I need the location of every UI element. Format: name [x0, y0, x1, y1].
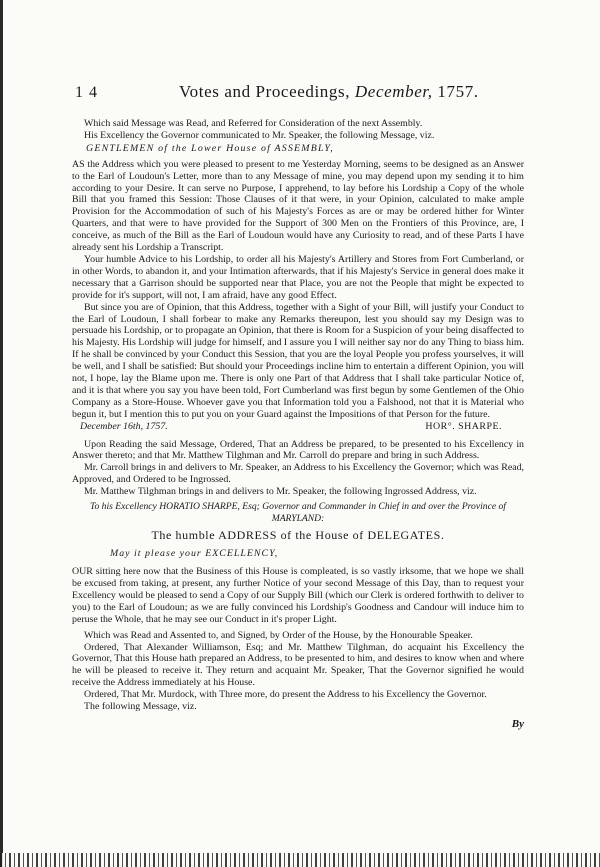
- signature: HOR°. SHARPE.: [425, 420, 502, 432]
- message-heading: GENTLEMEN of the Lower House of ASSEMBLY,: [86, 142, 334, 154]
- paragraph: The following Message, viz.: [84, 701, 197, 713]
- paragraph: But since you are of Opinion, that this Address, together with a Sight of your Bill, will justify your Conduct to the Earl of Loudoun, I shall forbear to make any Remarks thereupon, lest you should say my Design was to persuade his Lordship, or to propagate an Opinion, that there is Room for a Suspicion of your being disaffected to his Majesty. His Lordship will judge for himself, and I assure you I will neither say nor do any Thing to biass him. If he shall be convinced by your Conduct this Session, that you are the loyal People you profess yourselves, it will be well, and I shall be satisfied: But should your Proceedings incline him to entertain a different Opinion, you will not, I hope, lay the Blame upon me. There is only one Part of that Address that I shall take particular Notice of, and it is that where you say you have been told, Fort Cumberland was first begun by some Gentlemen of the Ohio Company as a Store-House. Whoever gave you that Information told you a Falshood, not that it is Material who begun it, but I mention this to put you on your Guard against the Impositions of that Person for the future.: [72, 301, 524, 420]
- text-line: Which said Message was Read, and Referred for Consideration of the next Assembly.: [84, 118, 423, 129]
- message-date: December 16th, 1757.: [80, 420, 168, 432]
- address-recipient: To his Excellency HORATIO SHARPE, Esq; Governor and Commander in Chief in and over the Province of MARYLAND:: [90, 501, 506, 524]
- page-header: [75, 82, 525, 106]
- paragraph: Ordered, That Mr. Murdock, with Three more, do present the Address to his Excellency the Governor.: [84, 689, 487, 701]
- paragraph: OUR sitting here now that the Business of this House is compleated, is so vastly irksome, that we hope we shall be excused from taking, at present, any further Notice of your second Message of this Day, than to request your Excellency would be pleased to send a Copy of our Supply Bill (which our Clerk is ordered forthwith to deliver to you) to the Earl of Loudoun; as we are fully convinced his Lordship's Goodness and Candour will induce him to peruse the Whole, that he may see our Conduct in it's proper Light.: [72, 566, 524, 625]
- page-edge-left: [0, 0, 3, 867]
- paragraph: Which was Read and Assented to, and Signed, by Order of the House, by the Honourable Speaker.: [84, 629, 473, 641]
- signature-row: [72, 421, 524, 433]
- address-title: The humble ADDRESS of the House of DELEGATES.: [151, 528, 445, 543]
- paragraph: Mr. Carroll brings in and delivers to Mr. Speaker, an Address to his Excellency the Governor; which was Read, Approved, and Ordered to be Ingrossed.: [72, 462, 524, 486]
- document-body: [72, 118, 524, 731]
- paragraph: AS the Address which you were pleased to present to me Yesterday Morning, seems to be designed as an Answer to the Earl of Loudoun's Letter, more than to any Message of mine, you may depend upon my sending it to him according to your Desire. It can serve no Purpose, I apprehend, to lay before his Lordship a Copy of the whole Bill that you framed this Session: Those Clauses of it that were, in your Opinion, calculated to make ample Provision for the Accommodation of such of his Majesty's Forces as are or may be ordered hither for Winter Quarters, and that were to have provided for the Support of 300 Men on the Frontiers of this Province, are, I conceive, as much of the Bill as the Earl of Loudoun would have any Curiosity to read, and of these Parts I have already sent his Lordship a Transcript.: [72, 158, 524, 254]
- paragraph: Your humble Advice to his Lordship, to order all his Majesty's Artillery and Stores from Fort Cumberland, or in other Words, to abandon it, and your Intimation afterwards, that if his Majesty's Service in general does make it necessary that a Garrison should be supported near that Place, you are not the People that might be expected to provide for it's support, will not, I am afraid, have any good Effect.: [72, 253, 524, 301]
- running-title: Votes and Proceedings, December, 1757.: [179, 82, 479, 101]
- catchword: By: [511, 717, 524, 730]
- page-number: 1 4: [75, 84, 98, 101]
- paragraph: Upon Reading the said Message, Ordered, That an Address be prepared, to be presented to his Excellency in Answer thereto; and that Mr. Matthew Tilghman and Mr. Carroll do prepare and bring in such Address.: [72, 438, 524, 462]
- text-line: His Excellency the Governor communicated to Mr. Speaker, the following Message, viz.: [84, 129, 435, 141]
- salutation: May it please your EXCELLENCY,: [110, 548, 279, 560]
- paragraph: Mr. Matthew Tilghman brings in and delivers to Mr. Speaker, the following Ingrossed Address, viz.: [84, 486, 477, 498]
- paragraph: Ordered, That Alexander Williamson, Esq; and Mr. Matthew Tilghman, do acquaint his Excellency the Governor, That this House hath prepared an Address, to be presented to him, and desires to know when and where he will be pleased to receive it. They return and acquaint Mr. Speaker, That the Governor signified he would receive the Address immediately at his House.: [72, 641, 524, 689]
- page-edge-bottom: [0, 853, 600, 867]
